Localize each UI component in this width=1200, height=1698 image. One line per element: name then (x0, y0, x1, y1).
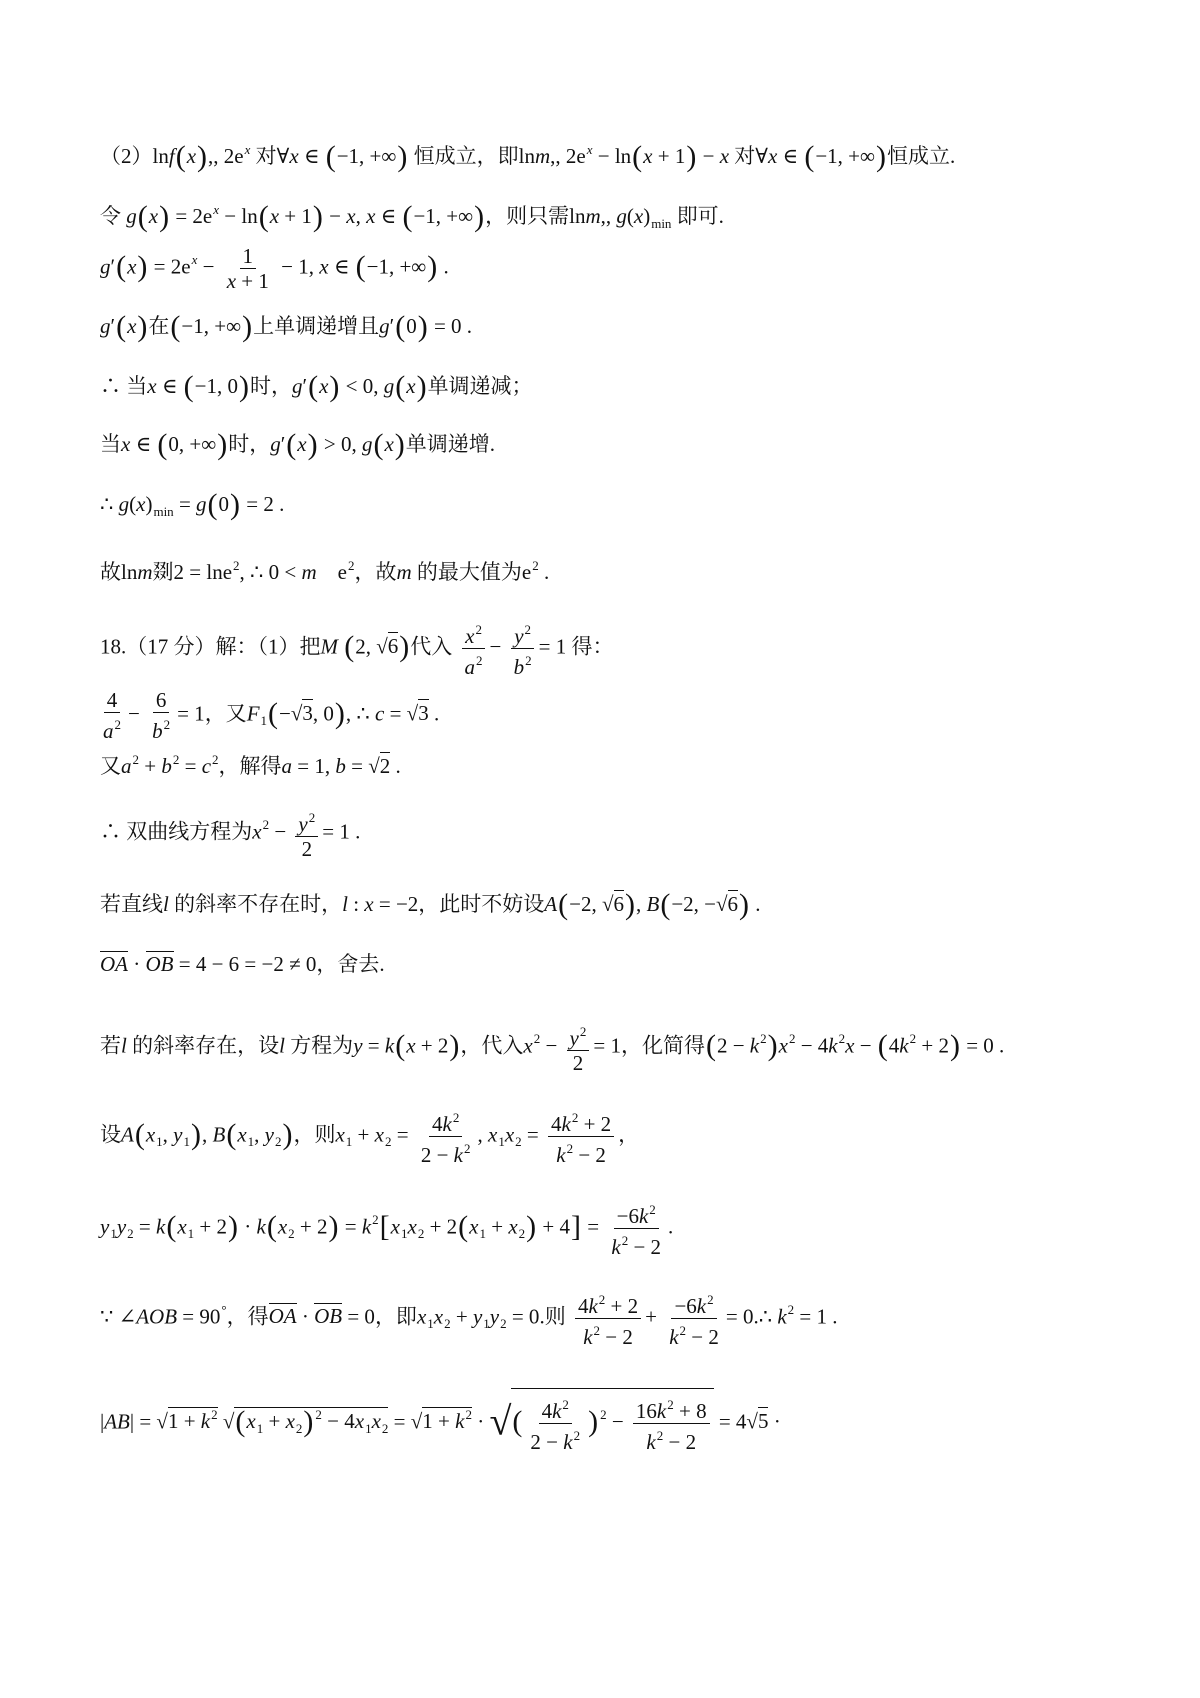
line-q18-start: 18.（17 分）解：（1）把M (2, √6)代入 $\frac{x^2}{a^2}$ − $\frac{y^2}{b^2}$ = 1 得： (100, 618, 613, 679)
line-hyperbola: ∴ 双曲线方程为$x^2$ − $\frac{y^2}{2}$ = 1 . (100, 806, 360, 861)
line-monotone: g′(x)在(−1, +∞)上单调递增且g′(0) = 0 . (100, 310, 473, 343)
line-right-angle: ∵ ∠AOB = 90°，得OA · OB = 0，即$x_1x_2 + y_1y_2 = 0$.则 $\frac{4k^2 + 2}{k^2 - 2}$ + $\frac{-6k^2}{k^2 - 2}$ = 0.∴ $k^2 = 1$ . (100, 1288, 838, 1349)
fraction: $\frac{y^2}{b^2}$ (511, 618, 535, 679)
fraction: $\frac{4k^2 + 2}{k^2 - 2}$ (548, 1106, 614, 1167)
fraction: $\frac{-6k^2}{k^2 - 2}$ (666, 1288, 722, 1349)
line-increasing: 当x ∈ (0, +∞)时，g′(x) > 0, g(x)单调递增. (100, 428, 496, 461)
line-ab-length: $|AB| = √1 + k^2$ $√(x_1 + x_2) ^2 - 4x_1x_2 = √1 + k^2$ · √( $\frac{4k^2}{2 - k^2}$ ) $^2$ − $\frac{16k^2 + 8}{k^2 - 2}$ = 4√5 · (100, 1388, 781, 1454)
line-conclusion: 故lnm剟2 = lne$^2$, ∴ 0 < m $e^2$，故m 的最大值为$e^2$ . (100, 558, 550, 584)
line-solve-ab: 又$a^2 + b^2 = c^2$，解得a = 1, b = √2 . (100, 752, 401, 778)
fraction: $\frac{4k^2}{2 - k^2}$ (418, 1106, 474, 1167)
line-vertical-case: 若直线l 的斜率不存在时，l : x = −2，此时不妨设A(−2, √6), B(−2, −√6) . (100, 888, 761, 921)
fraction: $\frac{y^2}{2}$ (567, 1020, 590, 1075)
line-part2-condition: （2）lnf(x),, $2e^x$ 对∀x ∈ (−1, +∞) 恒成立，即lnm,, $2e^x - \ln(x + 1) - x$ 对∀x ∈ (−1, +∞)恒成立. (100, 140, 956, 173)
fraction: $\frac{-6k^2}{k^2 - 2}$ (608, 1198, 664, 1259)
line-decreasing: ∴ 当x ∈ (−1, 0)时，g′(x) < 0, g(x)单调递减； (100, 370, 533, 403)
line-dot-product: OA · OB = 4 − 6 = −2 ≠ 0，舍去. (100, 952, 385, 976)
fraction: $\frac{1}{x + 1}$ (226, 244, 269, 293)
fraction: $\frac{4k^2}{2 - k^2}$ (527, 1393, 583, 1454)
fraction: $\frac{6}{b^2}$ (152, 688, 171, 743)
line-y1y2: $y_1y_2 = k(x_1 + 2) \cdot k(x_2 + 2) = k^2[x_1x_2 + 2(x_1 + x_2) + 4]$ = $\frac{-6k^2}{k^2 - 2}$ . (100, 1198, 673, 1259)
fraction: $\frac{16k^2 + 8}{k^2 - 2}$ (633, 1393, 710, 1454)
line-define-g: 令 $g(x) = 2e^x - \ln(x + 1) - x$, x ∈ (−1, +∞)，则只需lnm,, $g(x)_{min}$ 即可. (100, 200, 724, 233)
line-gmin: ∴ $g(x)_{min} = g(0) = 2$ . (100, 488, 285, 521)
line-vieta: 设$A(x_1$, $y_1$), $B(x_1$, $y_2$)，则$x_1 + x_2$ = $\frac{4k^2}{2 - k^2}$ , $x_1x_2$ = $\frac{4k^2 + 2}{k^2 - 2}$ ， (100, 1106, 639, 1167)
fraction: $\frac{4k^2 + 2}{k^2 - 2}$ (575, 1288, 641, 1349)
line-slope-case: 若l 的斜率存在，设l 方程为y = k(x + 2)，代入$x^2$ − $\frac{y^2}{2}$ = 1，化简得$(2 - k^2)x^2 - 4k^2x - (4k^2 + 2) = 0$ . (100, 1020, 1004, 1075)
fraction: $\frac{4}{a^2}$ (103, 688, 121, 743)
fraction: $\frac{x^2}{a^2}$ (462, 618, 486, 679)
line-derivative: $g'(x) = 2e^x$ − $\frac{1}{x + 1}$ − 1, x ∈ (−1, +∞) . (100, 244, 449, 293)
line-equation-46: $\frac{4}{a^2}$ − $\frac{6}{b^2}$ = 1，又$F_1(-√3$, 0), ∴ c = √3 . (100, 688, 439, 743)
fraction: $\frac{y^2}{2}$ (295, 806, 318, 861)
